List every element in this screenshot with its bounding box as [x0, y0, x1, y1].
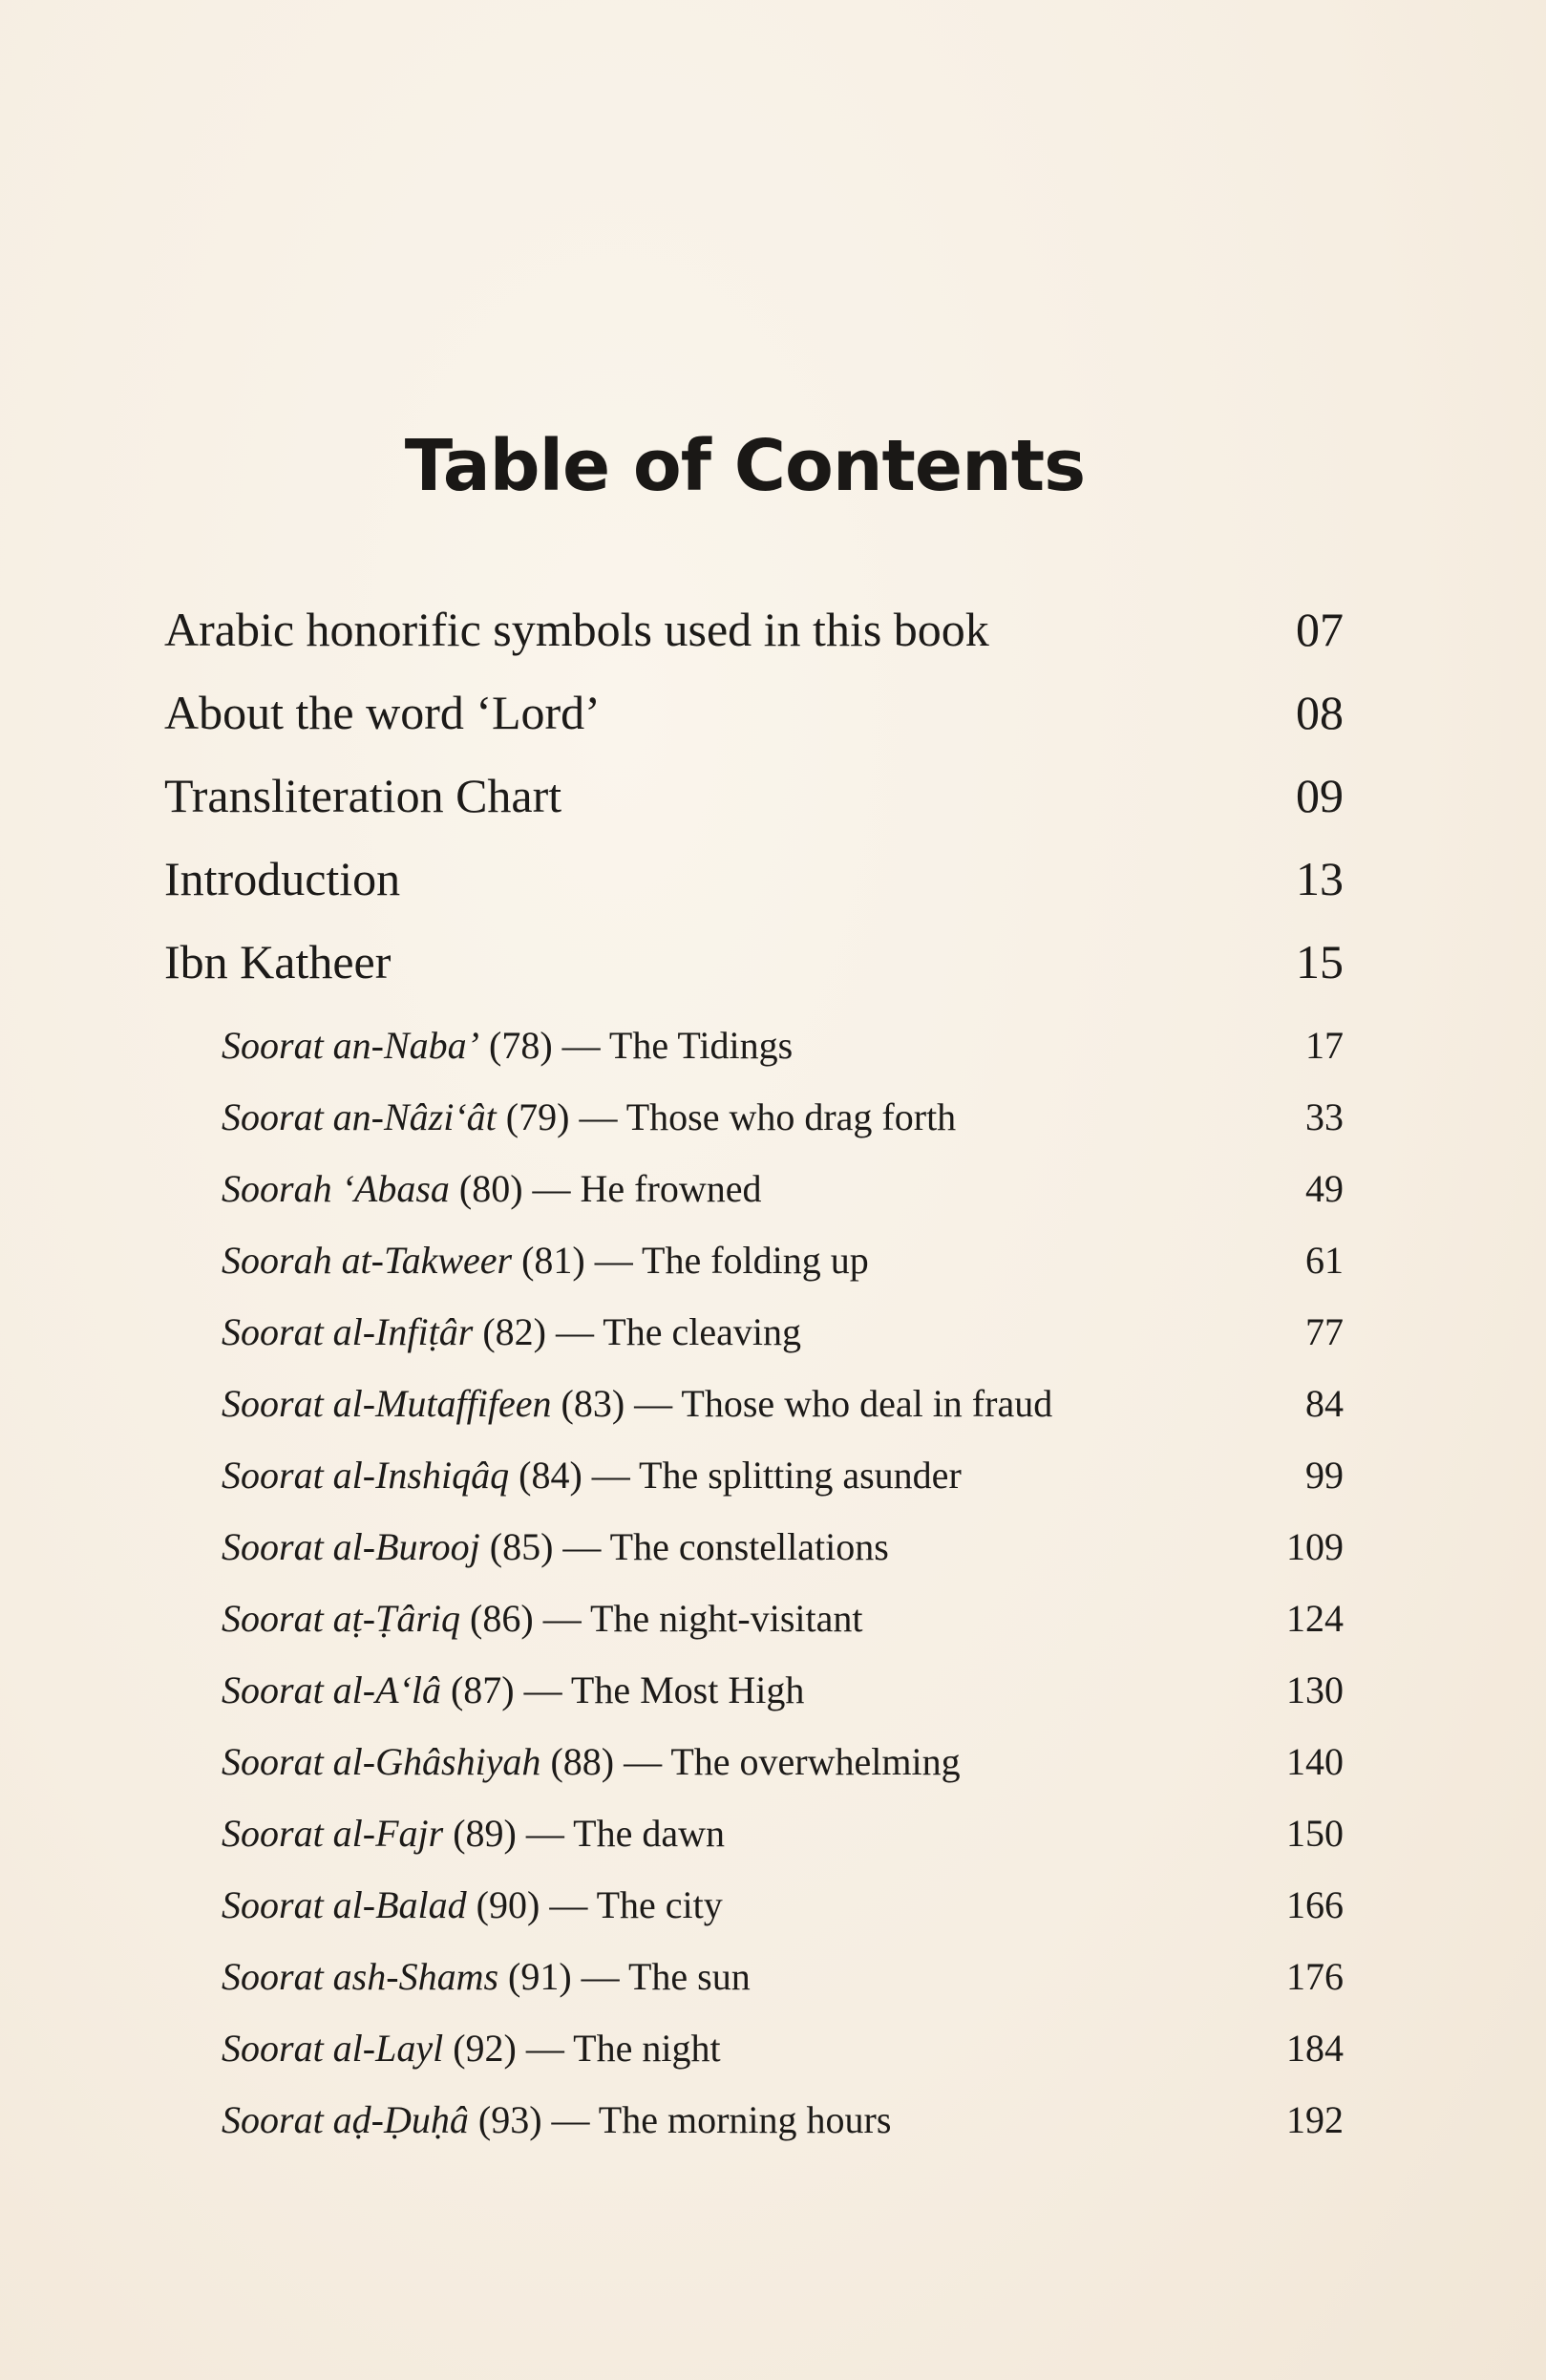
toc-page-number: 124 — [1286, 1597, 1344, 1640]
toc-subentry-label — [222, 2097, 891, 2142]
toc-entry-label: About the word ‘Lord’ — [164, 686, 601, 739]
surah-description: (82) — The cleaving — [473, 1310, 801, 1353]
toc-entry-label: Transliteration Chart — [164, 769, 562, 822]
toc-page-number: 07 — [1296, 603, 1344, 656]
toc-page-number: 17 — [1305, 1024, 1344, 1067]
surah-name: Soorat al-Fajr — [222, 1812, 444, 1855]
toc-entry — [164, 602, 1344, 661]
toc-subentry-label — [222, 1023, 793, 1068]
surah-name: Soorat al-A‘lâ — [222, 1668, 441, 1711]
toc-subentry-label — [222, 1238, 869, 1283]
toc-entry — [164, 685, 1344, 744]
surah-name: Soorat al-Burooj — [222, 1525, 480, 1568]
toc-page-number: 33 — [1305, 1095, 1344, 1138]
toc-subentry — [222, 1309, 1344, 1357]
toc-subentry-label — [222, 1668, 804, 1712]
surah-name: Soorah at-Takweer — [222, 1239, 513, 1282]
surah-description: (88) — The overwhelming — [540, 1740, 961, 1783]
toc-subentry — [222, 1739, 1344, 1787]
surah-description: (80) — He frowned — [449, 1167, 762, 1210]
toc-page-number: 192 — [1286, 2098, 1344, 2141]
surah-name: Soorat al-Layl — [222, 2027, 444, 2070]
toc-subentry — [222, 1453, 1344, 1500]
toc-subentry — [222, 1166, 1344, 1214]
surah-description: (93) — The morning hours — [468, 2098, 892, 2141]
surah-name: Soorat an-Naba’ — [222, 1024, 479, 1067]
toc-subentry-label — [222, 2026, 721, 2071]
toc-page-number: 09 — [1296, 769, 1344, 822]
toc-subentry — [222, 1381, 1344, 1429]
toc-page-number: 15 — [1296, 935, 1344, 988]
surah-name: Soorat ash-Shams — [222, 1955, 499, 1998]
toc-subentry — [222, 1954, 1344, 2002]
toc-subentry-label — [222, 1811, 725, 1856]
surah-name: Soorat aḍ-Ḍuḥâ — [222, 2098, 469, 2141]
toc-subentry-label — [222, 1381, 1052, 1426]
surah-description: (79) — Those who drag forth — [496, 1095, 957, 1138]
toc-subentry-label — [222, 1524, 889, 1569]
toc-page-number: 77 — [1305, 1310, 1344, 1353]
surah-name: Soorat al-Inshiqâq — [222, 1454, 510, 1497]
toc-subentry-label — [222, 1309, 801, 1354]
toc-subentry — [222, 1882, 1344, 1930]
toc-subentry — [222, 1238, 1344, 1286]
toc-subentry — [222, 1811, 1344, 1859]
surah-name: Soorat al-Infiṭâr — [222, 1310, 474, 1353]
surah-name: Soorat al-Ghâshiyah — [222, 1740, 541, 1783]
toc-subentry — [222, 1094, 1344, 1142]
toc-subentry — [222, 1596, 1344, 1644]
surah-name: Soorat aṭ-Ṭâriq — [222, 1597, 461, 1640]
toc-subentry — [222, 1524, 1344, 1572]
toc-subentry-label — [222, 1739, 961, 1784]
surah-description: (81) — The folding up — [512, 1239, 869, 1282]
toc-subentry — [222, 1023, 1344, 1071]
toc-entry-label: Arabic honorific symbols used in this book — [164, 603, 989, 656]
surah-name: Soorat al-Balad — [222, 1883, 467, 1926]
toc-page-number: 99 — [1305, 1454, 1344, 1497]
toc-entry — [164, 768, 1344, 827]
toc-entry-label: Ibn Katheer — [164, 935, 392, 988]
toc-page-number: 08 — [1296, 686, 1344, 739]
surah-description: (91) — The sun — [498, 1955, 751, 1998]
surah-description: (89) — The dawn — [443, 1812, 725, 1855]
toc-subentry-label — [222, 1094, 956, 1139]
toc-page-number: 140 — [1286, 1740, 1344, 1783]
toc-subentry-label — [222, 1596, 862, 1641]
surah-description: (78) — The Tidings — [479, 1024, 794, 1067]
toc-subentry — [222, 2026, 1344, 2073]
surah-description: (90) — The city — [466, 1883, 723, 1926]
toc-page-number: 13 — [1296, 852, 1344, 905]
surah-name: Soorat al-Mutaffifeen — [222, 1382, 552, 1425]
surah-description: (86) — The night-visitant — [460, 1597, 863, 1640]
toc-subentry — [222, 2097, 1344, 2145]
toc-page-number: 84 — [1305, 1382, 1344, 1425]
toc-page-number: 109 — [1286, 1525, 1344, 1568]
surah-description: (92) — The night — [443, 2027, 721, 2070]
surah-name: Soorat an-Nâzi‘ât — [222, 1095, 497, 1138]
toc-page-number: 49 — [1305, 1167, 1344, 1210]
surah-description: (84) — The splitting asunder — [509, 1454, 962, 1497]
surah-name: Soorah ‘Abasa — [222, 1167, 450, 1210]
toc-page-number: 184 — [1286, 2027, 1344, 2070]
toc-page-number: 150 — [1286, 1812, 1344, 1855]
toc-subentry-label — [222, 1166, 761, 1211]
surah-description: (83) — Those who deal in fraud — [551, 1382, 1053, 1425]
page-title: Table of Contents — [404, 425, 1086, 507]
toc-subentry — [222, 1668, 1344, 1715]
toc-subentry-label — [222, 1453, 962, 1498]
toc-page-number: 166 — [1286, 1883, 1344, 1926]
toc-entry-label: Introduction — [164, 852, 401, 905]
toc-entry — [164, 851, 1344, 910]
surah-description: (87) — The Most High — [440, 1668, 805, 1711]
toc-page-number: 176 — [1286, 1955, 1344, 1998]
toc-subentry-label — [222, 1882, 723, 1927]
toc-page-number: 130 — [1286, 1668, 1344, 1711]
toc-entry — [164, 934, 1344, 993]
toc-subentry-label — [222, 1954, 751, 1999]
surah-description: (85) — The constellations — [479, 1525, 889, 1568]
toc-page-number: 61 — [1305, 1239, 1344, 1282]
